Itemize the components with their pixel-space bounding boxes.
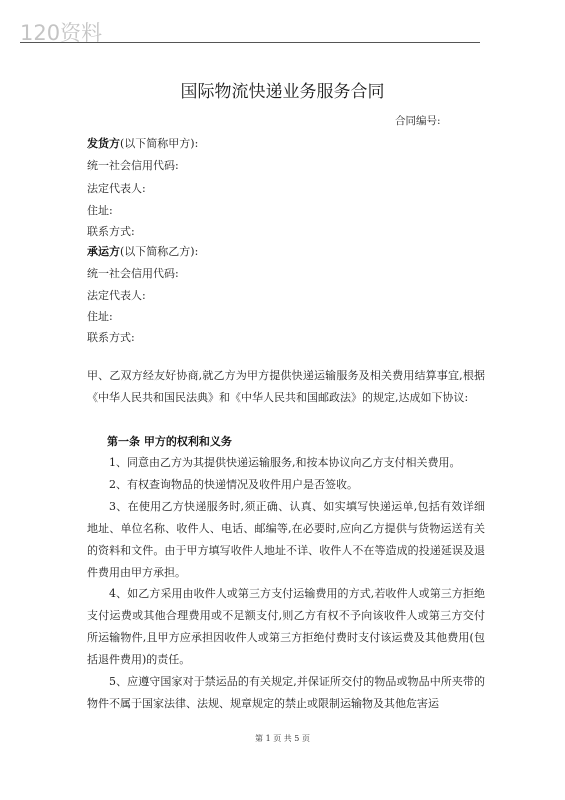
page-footer: 第 1 页 共 5 页 — [255, 734, 310, 743]
shipper-heading — [87, 135, 198, 151]
shipper-alias: (以下简称甲方): — [120, 137, 199, 150]
intro-paragraph: 甲、乙双方经友好协商,就乙方为甲方提供快递运输服务及相关费用结算事宜,根据《中华人民共和国民法典》和《中华人民共和国邮政法》的规定,达成如下协议: — [87, 369, 485, 404]
article-1-title: 第一条 甲方的权利和义务 — [107, 435, 232, 448]
shipper-credit-code: 统一社会信用代码: — [87, 159, 179, 172]
carrier-label: 承运方 — [87, 245, 120, 258]
article-1-item-4: 4、如乙方采用由收件人或第三方支付运输费用的方式,若收件人或第三方拒绝支付运费或其他合理费用或不足额支付,则乙方有权不予向该收件人或第三方交付所运输物件,且甲方应承担因收件人或第三方拒绝付费时支付该运费及其他费用(包括退件费用)的责任。 — [87, 587, 485, 666]
carrier-heading — [87, 243, 198, 259]
carrier-legal-rep: 法定代表人: — [87, 289, 146, 302]
article-1-item-2: 2、有权查询物品的快递情况及收件用户是否签收。 — [109, 478, 358, 491]
article-1-item-1: 1、同意由乙方为其提供快递运输服务,和按本协议向乙方支付相关费用。 — [109, 456, 461, 469]
watermark-logo: 120资料 — [20, 21, 103, 45]
article-1-item-5: 5、应遵守国家对于禁运品的有关规定,并保证所交付的物品或物品中所夹带的物件不属于国家法律、法规、规章规定的禁止或限制运输物及其他危害运 — [87, 675, 485, 710]
carrier-credit-code: 统一社会信用代码: — [87, 267, 179, 280]
article-1-item-3: 3、在使用乙方快递服务时,须正确、认真、如实填写快递运单,包括有效详细地址、单位名称、收件人、电话、邮编等,在必要时,应向乙方提供与货物运送有关的资料和文件。由于甲方填写收件人地址不详、收件人不在等造成的投递延误及退件费用由甲方承担。 — [87, 500, 485, 579]
shipper-contact: 联系方式: — [87, 225, 135, 238]
carrier-address: 住址: — [87, 310, 113, 323]
shipper-label: 发货方 — [87, 137, 120, 150]
carrier-contact: 联系方式: — [87, 331, 135, 344]
contract-number-label: 合同编号: — [395, 115, 441, 127]
header-rule — [20, 42, 480, 43]
carrier-alias: (以下简称乙方): — [120, 245, 199, 258]
shipper-address: 住址: — [87, 204, 113, 217]
shipper-legal-rep: 法定代表人: — [87, 182, 146, 195]
document-title: 国际物流快递业务服务合同 — [180, 82, 385, 102]
